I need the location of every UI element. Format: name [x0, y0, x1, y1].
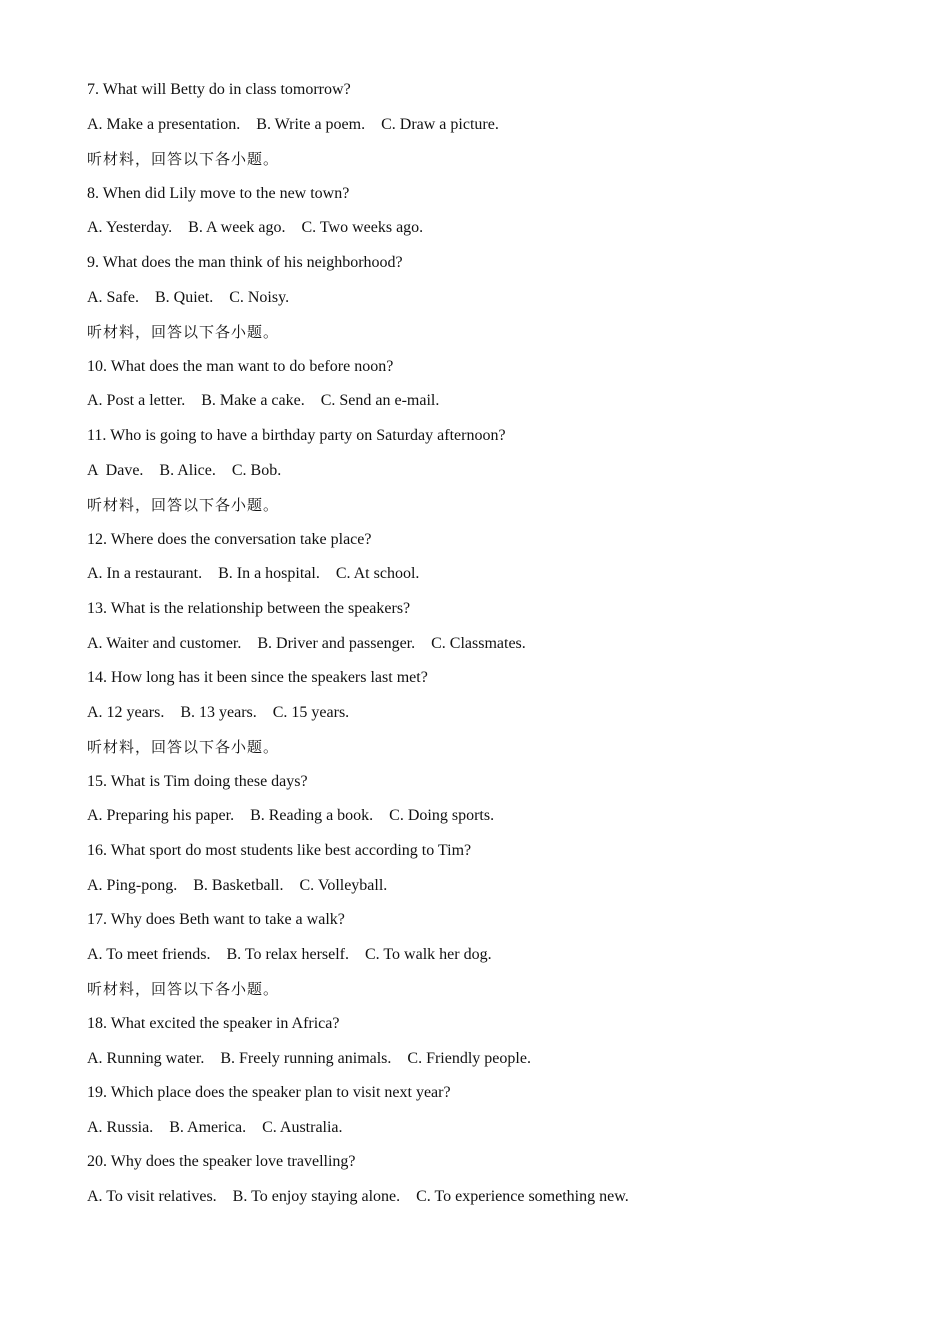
question-text: 12. Where does the conversation take place? — [87, 530, 372, 548]
section-instruction: 听材料，回答以下各小题。 — [87, 496, 280, 515]
question-text: 7. What will Betty do in class tomorrow? — [87, 81, 351, 98]
answer-options: A. Post a letter. B. Make a cake. C. Send an e-mail. — [87, 392, 440, 410]
question-text: 18. What excited the speaker in Africa? — [87, 1015, 340, 1033]
answer-options: A. Safe. B. Quiet. C. Noisy. — [87, 288, 290, 306]
answer-options: A Dave. B. Alice. C. Bob. — [87, 461, 282, 479]
answer-options: A. In a restaurant. B. In a hospital. C. At school. — [87, 565, 420, 583]
answer-options: A. Preparing his paper. B. Reading a book. C. Doing sports. — [87, 807, 495, 825]
answer-options: A. 12 years. B. 13 years. C. 15 years. — [87, 703, 350, 721]
question-text: 17. Why does Beth want to take a walk? — [87, 911, 345, 929]
question-text: 13. What is the relationship between the speakers? — [87, 599, 411, 617]
section-instruction: 听材料，回答以下各小题。 — [87, 738, 280, 757]
question-text: 15. What is Tim doing these days? — [87, 772, 308, 790]
answer-options: A. Running water. B. Freely running animals. C. Friendly people. — [87, 1049, 531, 1067]
question-text: 20. Why does the speaker love travelling? — [87, 1153, 356, 1171]
question-text: 19. Which place does the speaker plan to visit next year? — [87, 1084, 451, 1102]
question-text: 14. How long has it been since the speakers last met? — [87, 669, 428, 687]
question-text: 10. What does the man want to do before noon? — [87, 357, 394, 375]
question-text: 9. What does the man think of his neighborhood? — [87, 253, 403, 271]
answer-options: A. Make a presentation. B. Write a poem. C. Draw a picture. — [87, 115, 499, 133]
question-text: 16. What sport do most students like best according to Tim? — [87, 842, 472, 860]
answer-options: A. To meet friends. B. To relax herself. C. To walk her dog. — [87, 945, 492, 963]
section-instruction: 听材料，回答以下各小题。 — [87, 150, 280, 169]
answer-options: A. Waiter and customer. B. Driver and passenger. C. Classmates. — [87, 634, 526, 652]
exam-page — [87, 73, 907, 1215]
answer-options: A. Yesterday. B. A week ago. C. Two weeks ago. — [87, 219, 424, 237]
section-instruction: 听材料，回答以下各小题。 — [87, 980, 280, 999]
question-text: 8. When did Lily move to the new town? — [87, 184, 350, 202]
section-instruction: 听材料，回答以下各小题。 — [87, 323, 280, 342]
answer-options: A. To visit relatives. B. To enjoy staying alone. C. To experience something new. — [87, 1188, 629, 1205]
question-text: 11. Who is going to have a birthday party on Saturday afternoon? — [87, 426, 506, 444]
answer-options: A. Ping-pong. B. Basketball. C. Volleyball. — [87, 876, 388, 894]
answer-options: A. Russia. B. America. C. Australia. — [87, 1118, 343, 1136]
